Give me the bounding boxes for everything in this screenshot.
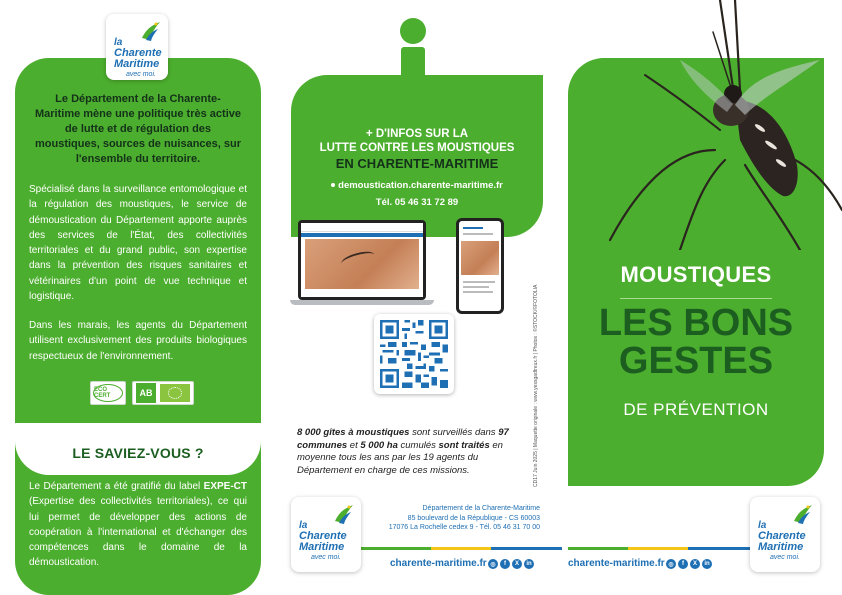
ab-eu-organic-logo (132, 381, 194, 405)
eu-organic-leaf-icon (160, 384, 190, 402)
laptop-screen (301, 223, 423, 297)
charente-maritime-logo (106, 14, 168, 80)
phone-text-line (463, 291, 493, 293)
para3-post: (Expertise des collectivités territoriales), ce qui lui permet de développer des actions de coopération à l'international et d'échanger des compétences dans le domaine de la démoustication. (29, 496, 247, 569)
info-icon-dot (400, 18, 426, 44)
infos-line3: EN CHARENTE-MARITIME (335, 156, 499, 171)
intro-text: Le Département de la Charente-Maritime mène une politique très active de lutte et de régulation des moustiques, sources de nuisances, sur l'ensemble du territoire. (34, 93, 241, 165)
phone-text-line (463, 233, 493, 235)
phone-text-line (463, 281, 495, 283)
marais-paragraph: Dans les marais, les agents du Département utilisent exclusivement des produits biologiques respectueux de l'environnement. (29, 320, 247, 362)
logo-tagline: avec moi. (126, 71, 156, 78)
website-link-middle[interactable]: charente-maritime.fr (390, 558, 487, 569)
tricolor-stripe-middle (361, 547, 562, 550)
social-links-right (666, 559, 712, 569)
logo-line2b: Maritime (114, 58, 160, 70)
bullet-icon (331, 183, 335, 187)
website-link-right[interactable]: charente-maritime.fr (568, 558, 665, 569)
stat-gites: 8 000 gîtes à moustiques (297, 427, 410, 438)
tricolor-stripe-right (568, 547, 750, 550)
phone-screen (459, 221, 501, 311)
social-links-middle (488, 559, 534, 569)
laptop-mockup (298, 220, 426, 300)
phone-header-line (463, 227, 483, 229)
stat-text-1: sont surveillés dans (409, 427, 499, 438)
stat-text-2: et (347, 439, 361, 451)
para3-pre: Le Département a été gratifié du label (29, 481, 204, 492)
ecocert-label: ECO CERT (93, 384, 123, 402)
facebook-icon[interactable]: f (500, 559, 510, 569)
logo-line2a: Charente (114, 47, 162, 59)
qr-code-icon (380, 320, 448, 388)
address-line3: 17076 La Rochelle cedex 9 - Tél. 05 46 31 70 00 (388, 524, 540, 531)
certification-logos (90, 381, 194, 405)
logo-line2a: Charente (299, 530, 347, 542)
cover-title-prevention: DE PRÉVENTION (623, 400, 769, 419)
x-icon[interactable]: X (690, 559, 700, 569)
cover-title-gestes: GESTES (618, 340, 774, 382)
laptop-header-bar (301, 223, 423, 232)
phone-mosquito-photo (461, 241, 499, 275)
stat-traites: sont traités (438, 439, 490, 451)
info-icon-stem (401, 47, 425, 92)
ab-label: AB (136, 383, 156, 403)
service-paragraph: Spécialisé dans la surveillance entomologique et la régulation des moustiques, le service de démoustication du Département apporte auprès des services de l'État, des collectivités territoriales et du grand public, son expertise dans la prévention des risques sanitaires et vétérinaires d'un point de vue technique et logistique. (29, 184, 247, 303)
logo-line1: la (299, 520, 308, 531)
logo-line2b: Maritime (758, 541, 804, 553)
stat-text-3: cumulés (397, 439, 439, 451)
mosquito-illustration (585, 0, 842, 250)
credits-text: CD17 Juin 2025 | Maquette originale : www.yessgadtreux.fr | Photos : ©STOCK/©FOTOLIA (533, 284, 539, 487)
laptop-nav-bar (301, 233, 423, 237)
expe-ct-label: EXPE-CT (203, 481, 247, 492)
logo-tagline: avec moi. (770, 554, 800, 561)
logo-line2b: Maritime (299, 541, 345, 553)
stat-text-4: en moyenne tous les ans par les 19 agents du Département en charge de ces missions. (297, 439, 503, 476)
demoustication-link[interactable] (291, 180, 543, 191)
instagram-icon[interactable]: ◎ (488, 559, 498, 569)
logo-line1: la (758, 520, 767, 531)
x-icon[interactable]: X (512, 559, 522, 569)
logo-tagline: avec moi. (311, 554, 341, 561)
logo-line1: la (114, 37, 123, 48)
saviez-vous-heading: LE SAVIEZ-VOUS ? (72, 445, 204, 461)
bird-icon (140, 20, 162, 42)
laptop-base (290, 300, 434, 305)
infos-line2: LUTTE CONTRE LES MOUSTIQUES (319, 142, 515, 154)
expe-ct-paragraph (29, 479, 247, 571)
facebook-icon[interactable]: f (678, 559, 688, 569)
logo-line2a: Charente (758, 530, 806, 542)
demoustication-url: demoustication.charente-maritime.fr (338, 180, 503, 191)
department-address (380, 504, 540, 533)
charente-maritime-logo-footer (291, 497, 361, 572)
credits-vertical (533, 247, 543, 487)
bird-icon (333, 503, 355, 525)
statistics-text (297, 427, 522, 477)
title-divider (620, 298, 772, 299)
instagram-icon[interactable]: ◎ (666, 559, 676, 569)
linkedin-icon[interactable]: in (702, 559, 712, 569)
address-line1: Département de la Charente-Maritime (422, 505, 540, 512)
phone-number: Tél. 05 46 31 72 89 (375, 197, 459, 208)
stat-hectares: 5 000 ha (360, 439, 398, 451)
cover-title-moustiques: MOUSTIQUES (620, 262, 772, 287)
linkedin-icon[interactable]: in (524, 559, 534, 569)
qr-code[interactable] (374, 314, 454, 394)
bird-icon (792, 503, 814, 525)
address-line2: 85 boulevard de la République - CS 60003 (407, 514, 540, 522)
laptop-mosquito-photo (305, 239, 419, 289)
phone-mockup (456, 218, 504, 314)
cover-title-les-bons: LES BONS (598, 302, 794, 344)
phone-text-line (463, 286, 489, 288)
ecocert-logo (90, 381, 126, 405)
infos-line1: + D'INFOS SUR LA (365, 128, 469, 140)
stat-communes: 97 communes (297, 427, 509, 451)
charente-maritime-logo-cover (750, 497, 820, 572)
